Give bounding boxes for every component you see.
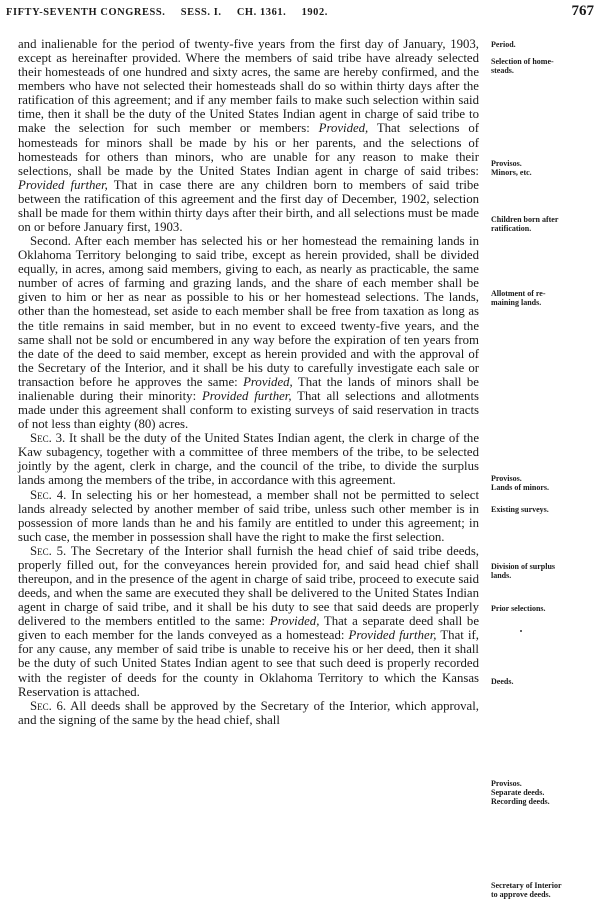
text-run: The Secretary of the Interior shall furnish the head chief of said tribe deeds, properly filled out, for the conveyances herein provided for, and said head chief shall thereupon, and in the presence of the agent in charge of said tribe, proceed to execute said deeds, and when the same are executed they shall be delivered to the United States Indian agent in charge of said tribe, and it shall be his duty to see that said deeds are properly delivered to the members entitled to the same: <box>18 543 480 629</box>
margin-note-provisos-minors <box>491 159 595 177</box>
text-run: and inalienable for the period of twenty-five years from the first day of January, 1903, except as hereinafter provided. Where the members of said tribe have already selected their homesteads of one hundred and sixty acres, the same are hereby confirmed, and the members who have not selected their homesteads shall do so within thirty days after the ratification of this agreement; and if any member fails to make such selection within said time, then it shall be the duty of the United States Indian agent in charge of said tribe to make the selection for such member or members: <box>18 37 479 136</box>
margin-note-period <box>491 40 595 49</box>
text-run: In selecting his or her homestead, a member shall not be permitted to select lands already selected by another member of said tribe, unless such other member is in possession of more lands than he and his family are entitled to under this agreement; in such case, the member in possession shall have the right to make the first selection. <box>18 487 479 544</box>
margin-note-line: Separate deeds. <box>491 788 545 797</box>
margin-note-line: Provisos. <box>491 159 522 168</box>
running-head <box>6 7 340 18</box>
body-text <box>18 37 479 727</box>
margin-note-line: Selection of home- <box>491 57 554 66</box>
running-head-chapter: CH. 1361. <box>236 7 287 18</box>
proviso-term: Provided, <box>269 614 320 629</box>
running-head-session: SESS. I. <box>180 7 222 18</box>
running-head-year: 1902. <box>301 7 328 18</box>
section-number: Sec. 4. <box>30 487 67 502</box>
margin-note-line: to approve deeds. <box>491 890 551 899</box>
margin-note-prior-selections <box>491 604 595 613</box>
margin-note-secretary-approve <box>491 881 595 899</box>
proviso-term: Provided further, <box>18 177 108 192</box>
margin-note-deeds <box>491 677 595 686</box>
section-number: Sec. 6. <box>30 698 67 713</box>
margin-note-line: Lands of minors. <box>491 483 550 492</box>
text-run: That a separate deed shall be given to each member for the lands conveyed as a homestead: <box>18 614 480 643</box>
text-run: Second. After each member has selected his or her homestead the remaining lands in Oklahoma Territory belonging to said tribe, except as herein provided, shall be divided equally, in acres, among said members, giving to each, as nearly as practicable, the same number of acres of farming and grazing lands, and the share of each member shall be given to him or her as near as possible to his or her homestead selections. The lands, other than the homestead, set aside to each member shall be free from taxation as long as the title remains in said member, but in no event to exceed twenty-five years, and the same shall not be sold or encumbered in any way before the expiration of ten years from the date of the deed to said member, except as herein provided and with the approval of the Secretary of the Interior, and it shall be his duty to carefully investigate each sale or transaction before he approves the same: <box>18 234 479 389</box>
margin-note-line: Deeds. <box>491 677 514 686</box>
margin-note-line: Division of surplus <box>491 562 556 571</box>
text-run: That in case there are any children born to members of said tribe between the ratification of this agreement and the first day of December, 1902, selection shall be made for them within thirty days after their birth, and all selections must be made on or before January first, 1903. <box>18 177 479 235</box>
margin-note-line: Period. <box>491 40 516 49</box>
margin-note-provisos-lands-of-minors <box>491 474 595 492</box>
paragraph-second-allotment <box>18 234 479 431</box>
text-run: It shall be the duty of the United States Indian agent, the clerk in charge of the Kaw subagency, together with a committee of three members of the tribe, to be selected jointly by the agent, clerk in charge, and the council of the tribe, to divide the surplus lands among the members of the tribe, in accordance with this agreement. <box>18 431 480 488</box>
paragraph-section-3 <box>18 431 479 487</box>
paragraph-section-6 <box>18 699 479 727</box>
margin-note-line: Provisos. <box>491 474 522 483</box>
proviso-term: Provided further, <box>201 388 292 403</box>
text-run: That the lands of minors shall be inalienable during their minority: <box>18 374 479 403</box>
section-number: Sec. 5. <box>30 543 67 558</box>
margin-note-line: Prior selections. <box>491 604 546 613</box>
text-run: All deeds shall be approved by the Secretary of the Interior, which approval, and the signing of the same by the head chief, shall <box>18 698 479 727</box>
margin-note-children-born <box>491 215 595 233</box>
page-number: 767 <box>571 3 594 19</box>
margin-note-line: Provisos. <box>491 779 522 788</box>
margin-note-line: steads. <box>491 66 514 75</box>
margin-note-allotment <box>491 289 595 307</box>
margin-note-line: Existing surveys. <box>491 505 549 514</box>
proviso-term: Provided further, <box>348 628 437 643</box>
margin-note-line: Allotment of re- <box>491 289 546 298</box>
margin-note-selection-of-homesteads <box>491 57 595 75</box>
running-head-congress: FIFTY-SEVENTH CONGRESS. <box>6 7 166 18</box>
proviso-term: Provided, <box>318 121 369 136</box>
paragraph-homestead-selection <box>18 37 479 234</box>
text-run: That selections of homesteads for minors shall be made by his or her parents, and the selections of homesteads for others than minors, who are unable for any reason to make their selections, shall be made by the United States Indian agent in charge of said tribes: <box>18 121 479 178</box>
margin-note-line: Recording deeds. <box>491 797 550 806</box>
margin-note-provisos-separate-deeds <box>491 779 595 806</box>
text-run: That all selections and allotments made under this agreement shall conform to existing surveys of said reservation in tracts of not less than eighty (80) acres. <box>18 388 479 432</box>
margin-note-line: Children born after <box>491 215 559 224</box>
paragraph-section-5 <box>18 544 479 699</box>
margin-note-line: ratification. <box>491 224 532 233</box>
margin-note-division-surplus <box>491 562 595 580</box>
margin-note-line: Minors, etc. <box>491 168 532 177</box>
text-run: That if, for any cause, any member of said tribe is unable to receive his or her deed, then it shall be the duty of such United States Indian agent to see that such deed is properly recorded with the register of deeds for the county in Oklahoma Territory to which the Kansas Reservation is attached. <box>18 628 479 699</box>
section-number: Sec. 3. <box>30 431 66 446</box>
paragraph-section-4 <box>18 488 479 544</box>
margin-note-line: Secretary of Interior <box>491 881 562 890</box>
margin-note-line: maining lands. <box>491 298 542 307</box>
margin-note-existing-surveys <box>491 505 595 514</box>
margin-notes <box>483 0 595 921</box>
margin-note-line: lands. <box>491 571 512 580</box>
print-speck <box>520 630 522 632</box>
proviso-term: Provided, <box>243 374 293 389</box>
